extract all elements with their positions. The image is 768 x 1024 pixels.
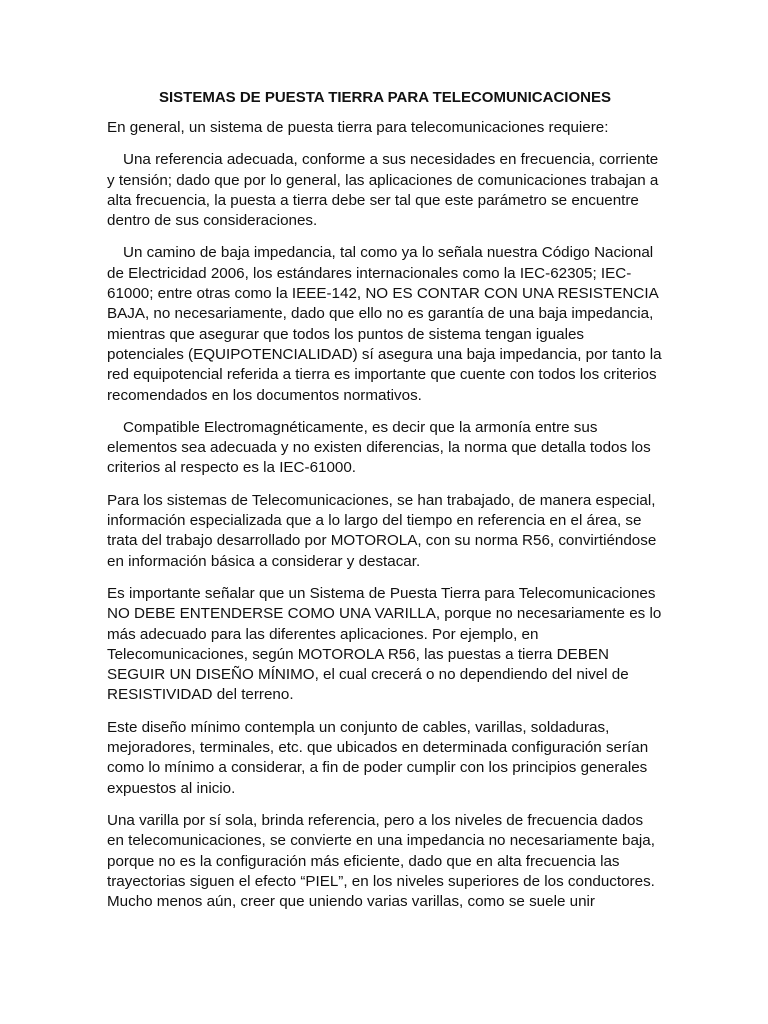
paragraph: Compatible Electromagnéticamente, es decir que la armonía entre sus elementos sea adecuada y no existen diferencias, la norma que detalla todos los criterios al respecto es la IEC-61000. [107, 418, 651, 477]
document-body [107, 118, 663, 912]
paragraph: Para los sistemas de Telecomunicaciones, se han trabajado, de manera especial, información especializada que a lo largo del tiempo en referencia en el área, se trata del trabajo desarrollado por MOTOROLA, con su norma R56, convirtiéndose en información básica a considerar y destacar. [107, 491, 657, 570]
paragraph: Una varilla por sí sola, brinda referencia, pero a los niveles de frecuencia dados en telecomunicaciones, se convierte en una impedancia no necesariamente baja, porque no es la configuración más eficiente, dado que en alta frecuencia las trayectorias siguen el efecto “PIEL”, en los niveles superiores de los conductores. Mucho menos aún, creer que uniendo varias varillas, como se suele unir [107, 811, 655, 911]
paragraph: Una referencia adecuada, conforme a sus necesidades en frecuencia, corriente y tensión; dado que por lo general, las aplicaciones de comunicaciones trabajan a alta frecuencia, la puesta a tierra debe ser tal que este parámetro se encuentre dentro de sus consideraciones. [107, 151, 659, 230]
document-page [107, 88, 663, 924]
paragraph: Es importante señalar que un Sistema de Puesta Tierra para Telecomunicaciones NO DEBE ENTENDERSE COMO UNA VARILLA, porque no necesariamente es lo más adecuado para las diferentes aplicaciones. Por ejemplo, en Telecomunicaciones, según MOTOROLA R56, las puestas a tierra DEBEN SEGUIR UN DISEÑO MÍNIMO, el cual crecerá o no dependiendo del nivel de RESISTIVIDAD del terreno. [107, 584, 662, 704]
paragraph: En general, un sistema de puesta tierra para telecomunicaciones requiere: [107, 119, 609, 136]
paragraph: Un camino de baja impedancia, tal como ya lo señala nuestra Código Nacional de Electricidad 2006, los estándares internacionales como la IEC-62305; IEC-61000; entre otras como la IEEE-142, NO ES CONTAR CON UNA RESISTENCIA BAJA, no necesariamente, dado que ello no es garantía de una baja impedancia, mientras que asegurar que todos los puntos de sistema tengan iguales potenciales (EQUIPOTENCIALIDAD) sí asegura una baja impedancia, por tanto la red equipotencial referida a tierra es importante que cuente con todos los criterios recomendados en los documentos normativos. [107, 244, 662, 404]
paragraph: Este diseño mínimo contempla un conjunto de cables, varillas, soldaduras, mejoradores, terminales, etc. que ubicados en determinada configuración serían como lo mínimo a considerar, a fin de poder cumplir con los principios generales expuestos al inicio. [107, 718, 649, 797]
document-title: SISTEMAS DE PUESTA TIERRA PARA TELECOMUNICACIONES [159, 89, 611, 106]
